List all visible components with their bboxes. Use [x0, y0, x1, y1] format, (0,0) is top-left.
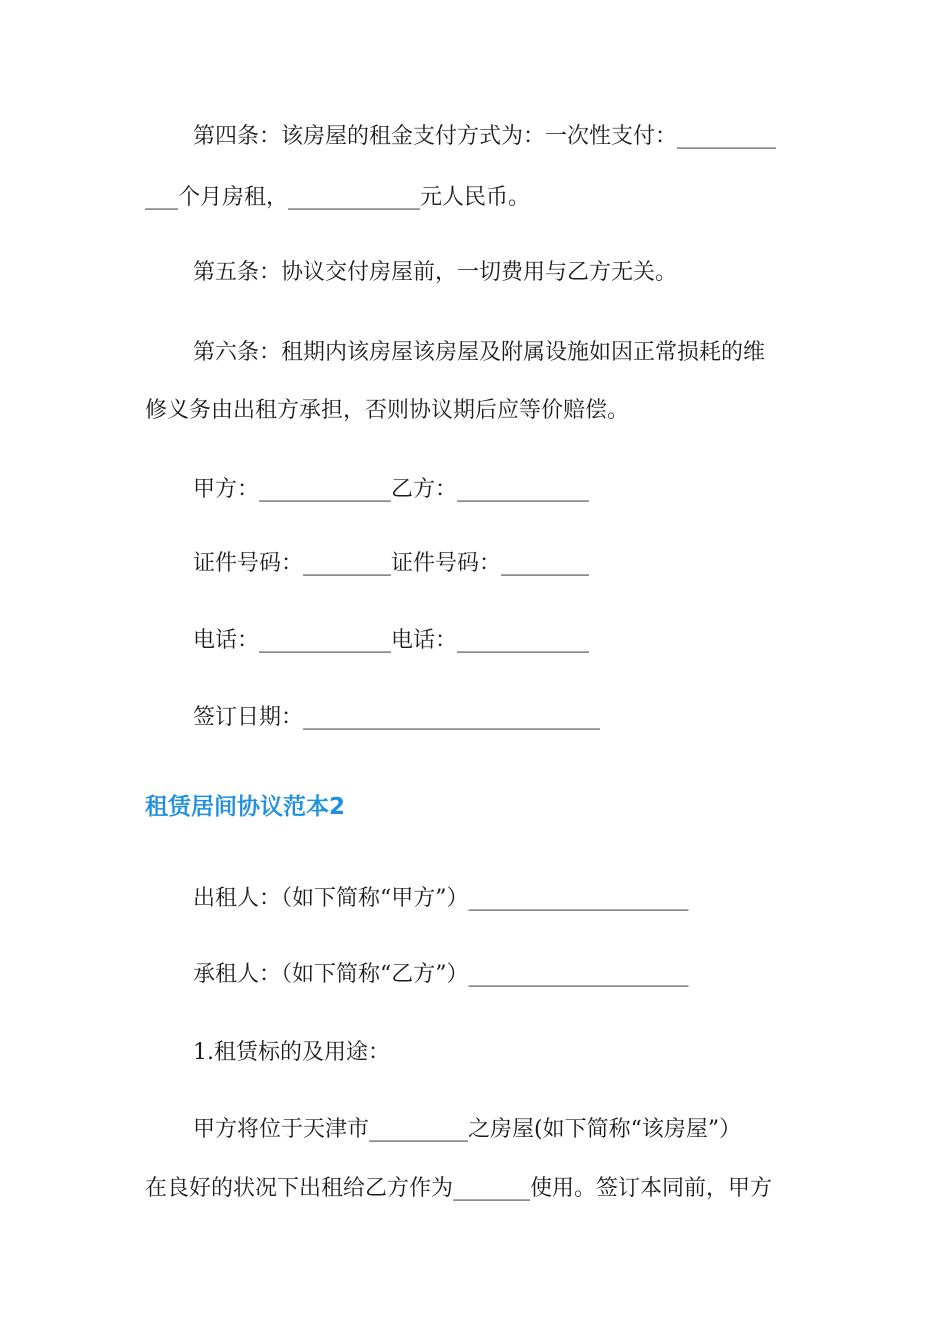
article-four-line2: ___个月房租，____________元人民币。: [145, 185, 531, 210]
lessee-line: 承租人：（如下简称“乙方”）____________________: [193, 962, 689, 987]
signing-date-line: 签订日期：___________________________: [193, 705, 601, 730]
party-signature-line: 甲方：____________乙方：____________: [193, 477, 590, 502]
article-six-line2: 修义务由出租方承担，否则协议期后应等价赔偿。: [145, 398, 630, 423]
item-one-title: 1.租赁标的及用途：: [193, 1040, 390, 1065]
section-heading: 租赁居间协议范本2: [145, 794, 346, 820]
article-six-line1: 第六条：租期内该房屋该房屋及附属设施如因正常损耗的维: [193, 340, 766, 365]
article-five: 第五条：协议交付房屋前，一切费用与乙方无关。: [193, 260, 678, 285]
item-one-line2: 在良好的状况下出租给乙方作为_______使用。签订本同前，甲方: [145, 1176, 773, 1201]
lessor-line: 出租人：（如下简称“甲方”）____________________: [193, 886, 689, 911]
id-number-line: 证件号码：________证件号码：________: [193, 551, 590, 576]
item-one-line1: 甲方将位于天津市_________之房屋(如下简称“该房屋”）: [193, 1117, 742, 1142]
article-four-line1: 第四条：该房屋的租金支付方式为：一次性支付：_________: [193, 124, 777, 149]
phone-line: 电话：____________电话：____________: [193, 628, 590, 653]
